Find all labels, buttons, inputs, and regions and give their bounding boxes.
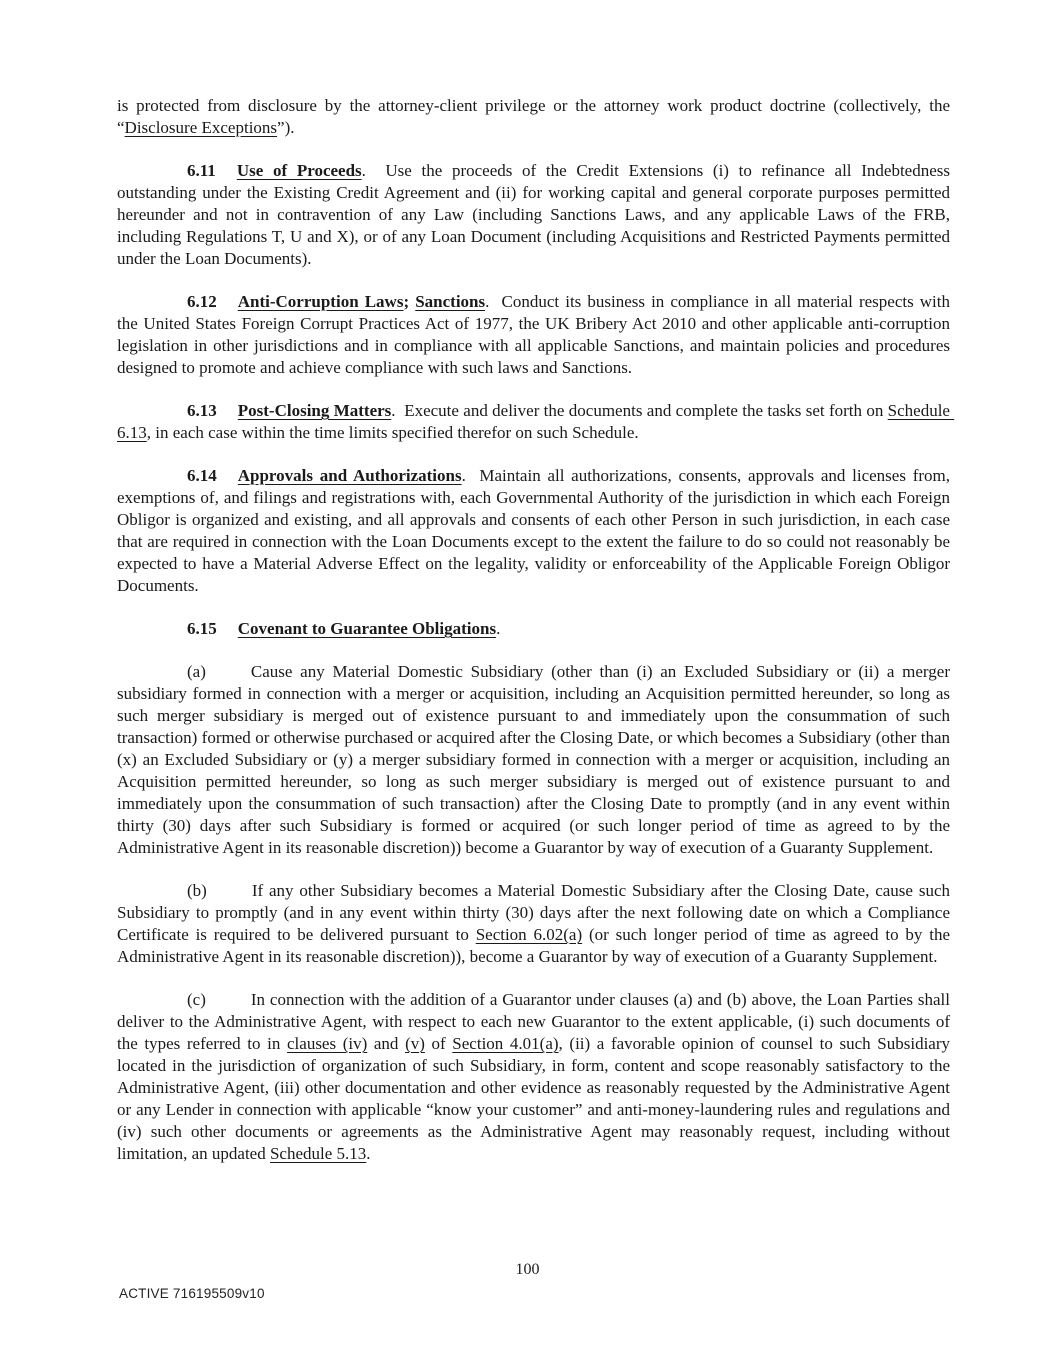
section-number: 6.13: [187, 401, 217, 420]
section-6-13: [117, 400, 955, 444]
para-continuation: [117, 95, 955, 139]
text-run: If any other Subsidiary becomes a Material Domestic Subsidiary after the Closing Date, cause such Subsidiary to promptly (and in any event within thirty (30) days after the next following date on which a Compliance Certificate is required to be delivered pursuant to: [117, 881, 955, 944]
section-number: 6.12: [187, 292, 217, 311]
text-run: . Execute and deliver the documents and complete the tasks set forth on: [391, 401, 888, 420]
cross-reference: Schedule 6.13: [117, 401, 955, 442]
section-heading: Anti-Corruption Laws: [237, 292, 404, 311]
text-run: Cause any Material Domestic Subsidiary (other than (i) an Excluded Subsidiary or (ii) a merger subsidiary formed in connection with a merger or acquisition, including an Acquisition permitted hereunder, so long as such merger subsidiary is merged out of existence pursuant to and immediately upon the consummation of such transaction) formed or otherwise purchased or acquired after the Closing Date, or which becomes a Subsidiary (other than (x) an Excluded Subsidiary or (y) a merger subsidiary formed in connection with a merger or acquisition, including an Acquisition permitted hereunder, so long as such merger subsidiary is merged out of existence pursuant to and immediately upon the consummation of such transaction) after the Closing Date to promptly (and in any event within thirty (30) days after such Subsidiary is formed or acquired (or such longer period of time as agreed to by the Administrative Agent in its reasonable discretion)) become a Guarantor by way of execution of a Guaranty Supplement.: [117, 662, 955, 857]
section-heading: Sanctions: [415, 292, 486, 311]
section-heading: Use of Proceeds: [236, 161, 362, 180]
cross-reference: clauses (iv): [287, 1034, 368, 1053]
section-6-11: [117, 160, 955, 270]
document-id-footer: ACTIVE 716195509v10: [119, 1286, 265, 1301]
page-number: 100: [515, 1261, 540, 1278]
text-run: and: [367, 1034, 406, 1053]
section-heading: Post-Closing Matters: [237, 401, 392, 420]
text-run: In connection with the addition of a Guarantor under clauses (a) and (b) above, the Loan Parties shall deliver to the Administrative Agent, with respect to each new Guarantor to the extent applicable, (i) such documents of the types referred to in: [117, 990, 955, 1053]
section-number: 6.14: [187, 466, 217, 485]
text-run: (b): [187, 881, 207, 900]
text-run: . Use the proceeds of the Credit Extensions (i) to refinance all Indebtedness outstanding under the Existing Credit Agreement and (ii) for working capital and general corporate purposes permitted hereunder and not in contravention of any Law (including Sanctions Laws, and any applicable Laws of the FRB, including Regulations T, U and X), or of any Loan Document (including Acquisitions and Restricted Payments permitted under the Loan Documents).: [117, 161, 955, 268]
text-run: (c): [187, 990, 206, 1009]
text-run: ”).: [277, 118, 295, 137]
text-run: , (ii) a favorable opinion of counsel to such Subsidiary located in the jurisdiction of organization of such Subsidiary, in form, content and scope reasonably satisfactory to the Administrative Agent, (iii) other documentation and other evidence as reasonably requested by the Administrative Agent or any Lender in connection with applicable “know your customer” and anti-money-laundering rules and regulations and (iv) such other documents or agreements as the Administrative Agent may reasonably request, including without limitation, an updated: [117, 1034, 955, 1163]
text-run: , in each case within the time limits specified therefor on such Schedule.: [146, 423, 639, 442]
clause-c: [117, 989, 955, 1165]
section-number: 6.11: [187, 161, 216, 180]
text-run: . Conduct its business in compliance in all material respects with the United States Foreign Corrupt Practices Act of 1977, the UK Bribery Act 2010 and other applicable anti-corruption legislation in other jurisdictions and in compliance with all applicable Sanctions, and maintain policies and procedures designed to promote and achieve compliance with such laws and Sanctions.: [117, 292, 955, 377]
clause-a: [117, 661, 955, 859]
section-6-14: [117, 465, 955, 597]
text-run: of: [424, 1034, 453, 1053]
section-6-12: [117, 291, 955, 379]
text-run: . Maintain all authorizations, consents, approvals and licenses from, exemptions of, and filings and registrations with, each Governmental Authority of the jurisdiction in which each Foreign Obligor is organized and existing, and all approvals and consents of each other Person in such jurisdiction, in each case that are required in connection with the Loan Documents except to the extent the failure to do so could not reasonably be expected to have a Material Adverse Effect on the legality, validity or enforceability of the Applicable Foreign Obligor Documents.: [117, 466, 955, 595]
cross-reference: Schedule 5.13: [269, 1144, 367, 1163]
section-heading: Covenant to Guarantee Obligations: [237, 619, 497, 638]
text-run: .: [366, 1144, 371, 1163]
text-run: (or such longer period of time as agreed to by the Administrative Agent in its reasonable discretion)), become a Guarantor by way of execution of a Guaranty Supplement.: [117, 925, 954, 966]
text-run: is protected from disclosure by the attorney-client privilege or the attorney work product doctrine (collectively, the “: [117, 96, 955, 137]
section-number: 6.15: [187, 619, 217, 638]
document-body: [117, 95, 955, 1165]
text-run: .: [496, 619, 501, 638]
clause-b: [117, 880, 955, 968]
cross-reference: Section 4.01(a): [452, 1034, 559, 1053]
text-run: (a): [187, 662, 206, 681]
cross-reference: (v): [405, 1034, 425, 1053]
cross-reference: Section 6.02(a): [475, 925, 583, 944]
section-6-15: [117, 618, 950, 640]
section-number: ;: [403, 292, 416, 311]
section-heading: Approvals and Authorizations: [237, 466, 462, 485]
cross-reference: Disclosure Exceptions: [124, 118, 278, 137]
